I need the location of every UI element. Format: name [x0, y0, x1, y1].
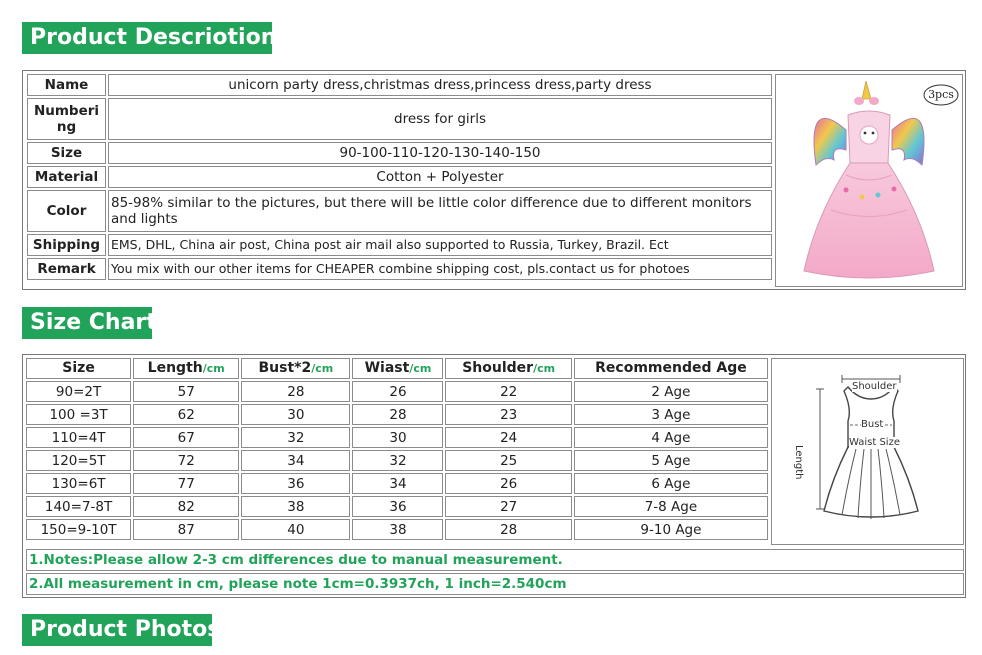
cell-size: 120=5T: [26, 450, 131, 471]
size-chart-panel: [22, 354, 966, 598]
row-value-numbering: dress for girls: [108, 98, 772, 140]
cell-size: 110=4T: [26, 427, 131, 448]
table-row: [26, 450, 768, 471]
waist-label: Waist Size: [849, 437, 900, 448]
table-row: [27, 166, 772, 188]
cell-waist: 32: [352, 450, 443, 471]
cell-age: 7-8 Age: [574, 496, 768, 517]
header-bust: Bust*2/cm: [241, 358, 350, 379]
cell-bust: 28: [241, 381, 350, 402]
product-image: [775, 74, 963, 287]
row-label-material: Material: [27, 166, 106, 188]
cell-bust: 38: [241, 496, 350, 517]
cell-shoulder: 22: [445, 381, 571, 402]
row-value-remark: You mix with our other items for CHEAPER combine shipping cost, pls.contact us for photoes: [108, 258, 772, 280]
cell-length: 77: [133, 473, 239, 494]
table-row: [27, 190, 772, 232]
cell-waist: 38: [352, 519, 443, 540]
row-value-material: Cotton + Polyester: [108, 166, 772, 188]
unicorn-dress-illustration: [776, 75, 962, 286]
cell-bust: 34: [241, 450, 350, 471]
table-row: [27, 142, 772, 164]
cell-age: 9-10 Age: [574, 519, 768, 540]
product-description-title: Product Descriotion: [22, 22, 272, 54]
row-value-color: 85-98% similar to the pictures, but there will be little color difference due to different monitors and lights: [108, 190, 772, 232]
table-row: [27, 74, 772, 96]
cell-waist: 36: [352, 496, 443, 517]
cell-size: 130=6T: [26, 473, 131, 494]
length-label: Length: [793, 445, 804, 480]
row-label-name: Name: [27, 74, 106, 96]
bust-label: Bust: [861, 419, 884, 430]
cell-shoulder: 24: [445, 427, 571, 448]
cell-length: 62: [133, 404, 239, 425]
note-tolerance: 1.Notes:Please allow 2-3 cm differences due to manual measurement.: [26, 549, 964, 571]
cell-shoulder: 26: [445, 473, 571, 494]
cell-bust: 32: [241, 427, 350, 448]
row-label-numbering: Numbering: [27, 98, 106, 140]
cell-age: 6 Age: [574, 473, 768, 494]
product-description-panel: [22, 70, 966, 290]
cell-waist: 30: [352, 427, 443, 448]
note-units: 2.All measurement in cm, please note 1cm=0.3937ch, 1 inch=2.540cm: [26, 573, 964, 595]
cell-bust: 36: [241, 473, 350, 494]
row-label-shipping: Shipping: [27, 234, 106, 256]
cell-length: 57: [133, 381, 239, 402]
cell-length: 72: [133, 450, 239, 471]
cell-bust: 30: [241, 404, 350, 425]
cell-shoulder: 23: [445, 404, 571, 425]
table-row: [27, 258, 772, 280]
cell-shoulder: 28: [445, 519, 571, 540]
size-chart-table: [24, 356, 770, 542]
shoulder-label: Shoulder: [852, 381, 897, 392]
row-label-color: Color: [27, 190, 106, 232]
cell-shoulder: 25: [445, 450, 571, 471]
row-value-size: 90-100-110-120-130-140-150: [108, 142, 772, 164]
cell-waist: 34: [352, 473, 443, 494]
table-row: [26, 519, 768, 540]
cell-size: 90=2T: [26, 381, 131, 402]
table-row: [26, 473, 768, 494]
table-row: [26, 381, 768, 402]
cell-waist: 26: [352, 381, 443, 402]
cell-length: 87: [133, 519, 239, 540]
row-label-remark: Remark: [27, 258, 106, 280]
table-row: [27, 234, 772, 256]
pcs-badge: 3pcs: [928, 88, 954, 101]
cell-waist: 28: [352, 404, 443, 425]
measurement-diagram: [771, 358, 964, 545]
cell-age: 4 Age: [574, 427, 768, 448]
cell-length: 67: [133, 427, 239, 448]
cell-age: 3 Age: [574, 404, 768, 425]
table-row: [26, 404, 768, 425]
cell-size: 150=9-10T: [26, 519, 131, 540]
cell-age: 5 Age: [574, 450, 768, 471]
row-value-shipping: EMS, DHL, China air post, China post air mail also supported to Russia, Turkey, Brazil. Ect: [108, 234, 772, 256]
header-size: Size: [26, 358, 131, 379]
row-value-name: unicorn party dress,christmas dress,princess dress,party dress: [108, 74, 772, 96]
cell-age: 2 Age: [574, 381, 768, 402]
table-header-row: [26, 358, 768, 379]
header-length: Length/cm: [133, 358, 239, 379]
header-waist: Wiast/cm: [352, 358, 443, 379]
product-description-table: [25, 72, 774, 282]
table-row: [27, 98, 772, 140]
table-row: [26, 496, 768, 517]
cell-length: 82: [133, 496, 239, 517]
cell-size: 100 =3T: [26, 404, 131, 425]
row-label-size: Size: [27, 142, 106, 164]
header-recommended-age: Recommended Age: [574, 358, 768, 379]
cell-shoulder: 27: [445, 496, 571, 517]
cell-size: 140=7-8T: [26, 496, 131, 517]
size-chart-title: Size Chart: [22, 307, 152, 339]
header-shoulder: Shoulder/cm: [445, 358, 571, 379]
product-photos-title: Product Photos: [22, 614, 212, 646]
cell-bust: 40: [241, 519, 350, 540]
table-row: [26, 427, 768, 448]
